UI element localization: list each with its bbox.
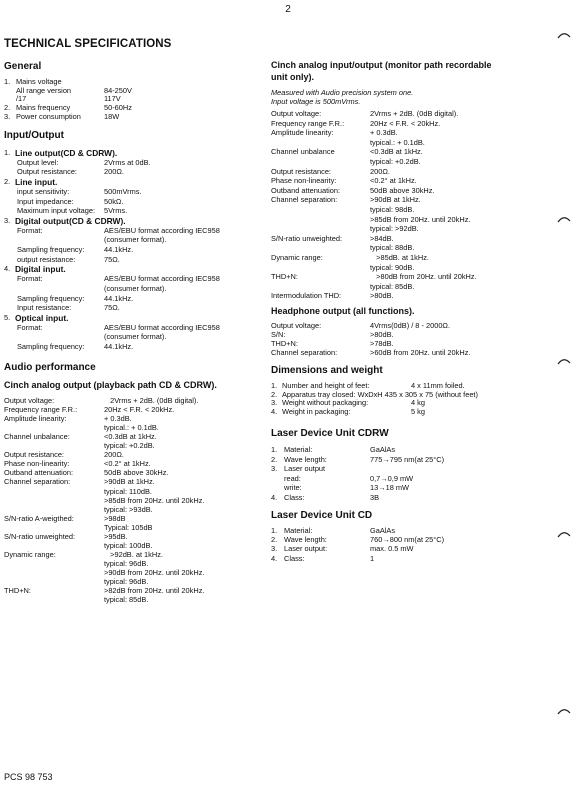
spec-label: S/N:: [271, 330, 286, 339]
spec-value: >78dB.: [370, 339, 394, 348]
spec-number: 3.: [271, 398, 278, 408]
spec-value: 2Vrms at 0dB.: [104, 157, 151, 167]
cinch-output-heading: Cinch analog output (playback path CD & CDRW).: [4, 380, 217, 390]
spec-label: read:: [284, 473, 301, 483]
spec-row: [4, 596, 262, 605]
spec-label: Sampling frequency:: [17, 342, 85, 351]
spec-value: 50kΩ.: [104, 196, 124, 206]
spec-label: S/N-ratio A-weigthed:: [4, 513, 74, 523]
spec-value: AES/EBU format according IEC958: [104, 322, 220, 332]
spec-label: Digital output(CD & CDRW).: [15, 215, 126, 226]
spec-value: typical: 96dB.: [104, 558, 149, 568]
spec-label: THD+N:: [271, 339, 298, 348]
spec-value: <0.2° at 1kHz.: [370, 176, 417, 186]
spec-label: Output voltage:: [271, 109, 322, 118]
spec-label: S/N-ratio unweighted:: [271, 233, 343, 243]
spec-value: (consumer format).: [104, 235, 167, 245]
spec-value: (consumer format).: [104, 332, 167, 342]
spec-number: 2.: [271, 389, 278, 399]
page-number: 2: [285, 4, 291, 15]
spec-value: 44.1kHz.: [104, 293, 134, 303]
spec-value: <0.3dB at 1kHz.: [104, 432, 157, 442]
spec-label: Amplitude linearity:: [271, 128, 334, 138]
spec-value: 3B: [370, 492, 380, 502]
spec-row: [271, 465, 571, 475]
spec-label: Frequency range F.R.:: [271, 118, 345, 128]
spec-value: >85dB from 20Hz. until 20kHz.: [370, 214, 471, 224]
spec-label: Line input.: [15, 177, 58, 188]
spec-value: AES/EBU format according IEC958: [104, 225, 220, 235]
binding-mark-4: [556, 527, 572, 541]
spec-row: [271, 322, 571, 331]
spec-value: 18W: [104, 111, 120, 121]
spec-value: 2Vrms + 2dB. (0dB digital).: [104, 396, 199, 405]
spec-label: Wave length:: [284, 454, 327, 464]
spec-label: Format:: [17, 225, 43, 235]
spec-value: typical.: + 0.1dB.: [370, 137, 425, 147]
spec-label: Output resistance:: [271, 166, 331, 176]
spec-label: Weight in packaging:: [282, 406, 351, 416]
spec-label: THD+N:: [4, 586, 31, 596]
spec-value: >80dB.: [370, 291, 394, 301]
spec-label: Maximum input voltage:: [17, 206, 96, 216]
spec-row: [271, 216, 571, 226]
spec-label: Number and height of feet:: [282, 381, 370, 390]
spec-label: Channel unbalance: [271, 147, 335, 157]
spec-row: [271, 292, 571, 302]
spec-value: 1: [370, 553, 375, 563]
binding-mark-5: [556, 704, 572, 718]
spec-row: [4, 113, 262, 122]
spec-value: >85dB. at 1kHz.: [370, 253, 429, 262]
spec-value: 200Ω.: [104, 450, 124, 460]
spec-label: input sensitivity:: [17, 186, 70, 196]
spec-label: Sampling frequency:: [17, 245, 85, 254]
spec-label: S/N-ratio unweighted:: [4, 531, 76, 541]
spec-value: 4 kg: [411, 398, 425, 408]
spec-value: + 0.3dB.: [104, 414, 132, 424]
spec-value: >90dB from 20Hz. until 20kHz.: [104, 567, 205, 577]
spec-value: 20Hz < F.R. < 20kHz.: [370, 118, 441, 128]
spec-value: >85dB from 20Hz. until 20kHz.: [104, 495, 205, 505]
spec-number: 1.: [4, 148, 11, 157]
spec-value: >82dB from 20Hz. until 20kHz.: [104, 586, 205, 596]
spec-value: AES/EBU format according IEC958: [104, 274, 220, 284]
spec-label: Intermodulation THD:: [271, 291, 342, 301]
spec-value: (consumer format).: [104, 283, 167, 293]
cinch-io-heading-line1: Cinch analog input/output (monitor path recordable: [271, 60, 492, 70]
spec-value: 50dB above 30kHz.: [104, 468, 169, 478]
spec-value: 44.1kHz.: [104, 342, 134, 351]
measurement-note: Measured with Audio precision system one.: [271, 88, 414, 97]
spec-label: output resistance:: [17, 254, 76, 264]
spec-label: Laser output: [284, 464, 326, 473]
spec-number: 4.: [271, 553, 278, 563]
spec-label: Channel separation:: [271, 348, 338, 357]
binding-mark-3: [556, 354, 572, 368]
spec-label: Channel separation:: [271, 195, 338, 205]
spec-value: typical: 90dB.: [370, 262, 415, 272]
spec-label: Wave length:: [284, 535, 327, 545]
spec-label: Format:: [17, 322, 43, 332]
spec-value: typical: +0.2dB.: [104, 441, 155, 451]
spec-label: Power consumption: [16, 111, 81, 121]
spec-row: [271, 494, 571, 504]
spec-row: [271, 273, 571, 283]
spec-label: THD+N:: [271, 272, 298, 282]
spec-value: 200Ω.: [370, 166, 390, 176]
spec-value: >92dB. at 1kHz.: [104, 549, 163, 559]
spec-label: Weight without packaging:: [282, 398, 369, 408]
spec-label: Dynamic range:: [4, 549, 56, 559]
spec-value: typical: 100dB.: [104, 540, 153, 550]
spec-row: [271, 196, 571, 206]
spec-label: Mains frequency: [16, 103, 71, 113]
spec-label: Input resistance:: [17, 303, 72, 313]
general-heading: General: [4, 61, 42, 72]
spec-label: Output voltage:: [4, 396, 55, 405]
spec-value: 4 x 11mm foiled.: [411, 381, 465, 390]
spec-label: Sampling frequency:: [17, 293, 85, 303]
spec-label: Output level:: [17, 157, 59, 167]
spec-label: Output voltage:: [271, 321, 322, 330]
spec-value: 13→18 mW: [370, 483, 410, 492]
spec-row: [4, 87, 262, 96]
spec-value: >90dB at 1kHz.: [370, 195, 421, 205]
spec-value: GaAlAs: [370, 526, 396, 535]
spec-label: Digital input.: [15, 264, 66, 275]
spec-value: typical: 88dB.: [370, 243, 415, 253]
spec-number: 2.: [271, 454, 278, 464]
input-output-heading: Input/Output: [4, 130, 64, 141]
spec-value: 2Vrms + 2dB. (0dB digital).: [370, 109, 459, 118]
spec-label: Output resistance:: [17, 167, 77, 177]
spec-row: [271, 408, 571, 417]
spec-row: [4, 343, 262, 353]
spec-value: 4Vrms(0dB) / 8 - 2000Ω.: [370, 321, 451, 330]
binding-mark-2: [556, 212, 572, 226]
spec-number: 3.: [4, 111, 11, 121]
spec-value: >80dB from 20Hz. until 20kHz.: [370, 272, 477, 282]
spec-label: Class:: [284, 492, 305, 502]
spec-value: >98dB: [104, 513, 126, 523]
spec-label: Phase non-linearity:: [271, 176, 337, 186]
spec-value: 5 kg: [411, 406, 425, 416]
spec-value: typical: >93dB.: [104, 504, 153, 514]
spec-row: [271, 331, 571, 340]
spec-label: Mains voltage: [16, 77, 62, 86]
spec-number: 1.: [271, 381, 278, 390]
spec-label: Material:: [284, 526, 313, 535]
dimensions-heading: Dimensions and weight: [271, 365, 383, 376]
spec-value: typical: 96dB.: [104, 577, 149, 586]
spec-value: >90dB at 1kHz.: [104, 477, 155, 487]
spec-value: 44.1kHz.: [104, 245, 134, 254]
spec-label: Apparatus tray closed: WxDxH 435 x 305 x 75 (without feet): [282, 389, 478, 399]
cinch-io-heading-line2: unit only).: [271, 72, 314, 82]
spec-value: GaAlAs: [370, 445, 396, 454]
input-voltage-note: Input voltage is 500mVrms.: [271, 97, 361, 106]
spec-value: >80dB.: [370, 330, 394, 339]
audio-performance-heading: Audio performance: [4, 362, 96, 373]
spec-label: Line output(CD & CDRW).: [15, 148, 118, 158]
spec-row: [271, 475, 571, 485]
spec-label: Class:: [284, 553, 305, 563]
spec-value: 75Ω.: [104, 303, 120, 313]
spec-value: <0.2° at 1kHz.: [104, 459, 151, 469]
spec-value: 20Hz < F.R. < 20kHz.: [104, 405, 175, 415]
spec-label: All range version: [16, 85, 72, 95]
spec-number: 3.: [4, 215, 11, 225]
spec-number: 3.: [271, 544, 278, 554]
spec-number: 2.: [4, 177, 11, 187]
spec-value: 50-60Hz: [104, 103, 132, 113]
spec-label: Output resistance:: [4, 450, 64, 460]
spec-label: Channel unbalance:: [4, 432, 70, 442]
spec-label: Amplitude linearity:: [4, 414, 67, 424]
spec-value: 5Vrms.: [104, 206, 128, 216]
document-code: PCS 98 753: [4, 772, 53, 782]
spec-value: 117V: [104, 94, 121, 104]
spec-number: 1.: [271, 526, 278, 535]
document-title: TECHNICAL SPECIFICATIONS: [4, 38, 172, 50]
spec-value: 775→795 nm(at 25°C): [370, 454, 445, 464]
spec-value: max. 0.5 mW: [370, 544, 414, 554]
spec-value: Typical: 105dB: [104, 522, 153, 532]
spec-value: typical: >92dB.: [370, 224, 419, 234]
spec-value: typical: +0.2dB.: [370, 157, 421, 166]
spec-value: >84dB.: [370, 233, 394, 243]
binding-mark-1: [556, 28, 572, 42]
spec-row: [271, 235, 571, 245]
spec-label: write:: [284, 483, 302, 492]
spec-label: Outband attenuation:: [4, 468, 74, 478]
spec-number: 2.: [4, 103, 11, 113]
spec-number: 1.: [4, 77, 11, 86]
headphone-heading: Headphone output (all functions).: [271, 306, 415, 316]
spec-label: Frequency range F.R.:: [4, 405, 78, 415]
spec-row: [271, 254, 571, 264]
spec-row: [271, 148, 571, 158]
spec-value: 200Ω.: [104, 167, 124, 177]
spec-value: 0,7→0,9 mW: [370, 473, 414, 483]
spec-row: [271, 349, 571, 358]
spec-label: Format:: [17, 274, 43, 284]
spec-value: typical.: + 0.1dB.: [104, 423, 159, 433]
spec-value: >60dB from 20Hz. until 20kHz.: [370, 348, 471, 357]
spec-label: Phase non-linearity:: [4, 459, 70, 469]
laser-cd-heading: Laser Device Unit CD: [271, 510, 373, 521]
spec-number: 4.: [271, 406, 278, 416]
spec-value: typical: 98dB.: [370, 205, 415, 214]
spec-number: 2.: [271, 535, 278, 545]
laser-cdrw-heading: Laser Device Unit CDRW: [271, 428, 389, 439]
spec-number: 1.: [271, 445, 278, 454]
spec-value: typical: 85dB.: [370, 281, 415, 291]
spec-label: /17: [16, 94, 27, 104]
spec-label: Input impedance:: [17, 196, 74, 206]
spec-value: 50dB above 30kHz.: [370, 185, 435, 195]
spec-value: typical: 110dB.: [104, 486, 152, 496]
spec-label: Optical input.: [15, 312, 69, 323]
spec-label: Outband attenuation:: [271, 185, 341, 195]
spec-number: 4.: [271, 492, 278, 502]
spec-label: Material:: [284, 445, 313, 454]
spec-number: 3.: [271, 464, 278, 473]
spec-row: [271, 555, 571, 564]
spec-value: 500mVrms.: [104, 186, 142, 196]
spec-number: 4.: [4, 264, 11, 274]
spec-value: >95dB.: [104, 531, 128, 541]
spec-row: [271, 484, 571, 494]
spec-value: 75Ω.: [104, 254, 120, 264]
spec-label: Laser output:: [284, 544, 328, 554]
spec-number: 5.: [4, 312, 11, 322]
spec-value: 760→800 nm(at 25°C): [370, 535, 445, 545]
spec-label: Channel separation:: [4, 477, 71, 487]
spec-row: [271, 545, 571, 554]
spec-value: typical: 85dB.: [104, 595, 149, 605]
spec-value: <0.3dB at 1kHz.: [370, 147, 423, 157]
spec-label: Dynamic range:: [271, 253, 323, 262]
spec-value: + 0.3dB.: [370, 128, 398, 138]
spec-value: 84-250V: [104, 85, 132, 95]
